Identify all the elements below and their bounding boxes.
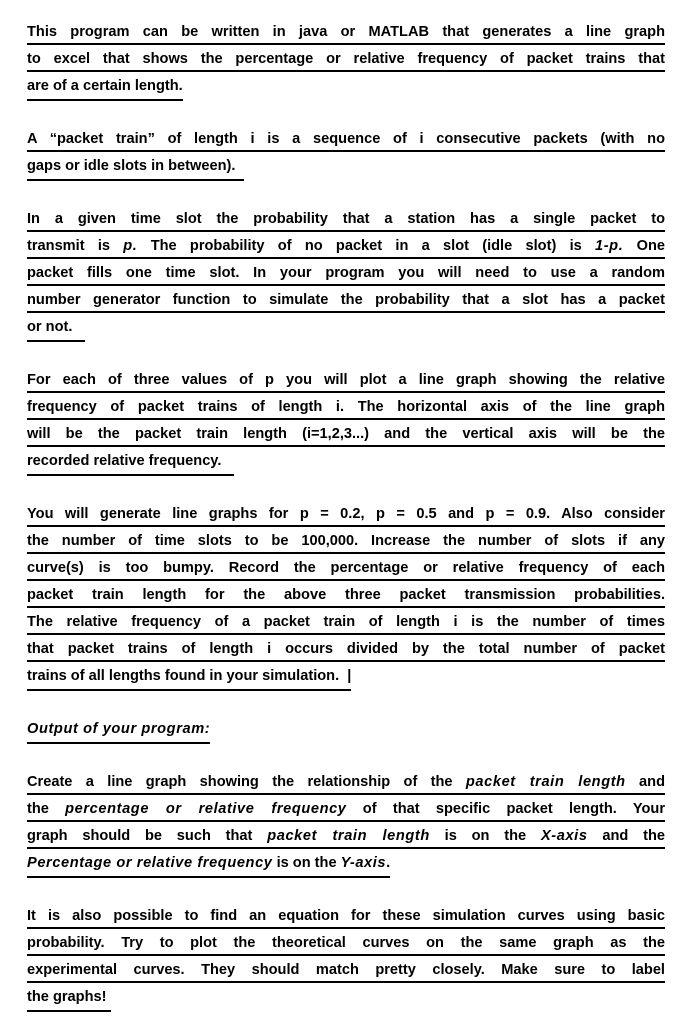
italic-text: Y-axis <box>340 855 387 871</box>
text-line <box>27 20 665 45</box>
text-segment: the graphs! <box>27 989 111 1005</box>
paragraph <box>27 207 665 342</box>
text-segment: will be the packet train length (i=1,2,3...) and the vertical axis will be the <box>27 426 665 442</box>
text-segment: For each of three values of p you will plot a line graph showing the relative <box>27 372 665 388</box>
text-segment: The relative frequency of a packet train of length i is the number of times <box>27 614 665 630</box>
text-segment: A “packet train” of length i is a sequence of i consecutive packets (with no <box>27 131 665 147</box>
text-line <box>27 288 665 313</box>
text-segment: are of a certain length. <box>27 78 183 94</box>
paragraph <box>27 770 665 878</box>
text-segment: or not. <box>27 319 85 335</box>
paragraph-gap <box>27 183 665 207</box>
text-segment: In a given time slot the probability that a station has a single packet to <box>27 211 665 227</box>
italic-text: X-axis <box>540 828 588 844</box>
italic-text: 1-p. <box>595 238 624 254</box>
text-line <box>27 931 665 956</box>
text-line <box>27 449 234 476</box>
text-line <box>27 958 665 983</box>
text-segment: transmit is <box>27 238 124 254</box>
text-line <box>27 904 665 929</box>
italic-text: packet train length <box>465 774 626 790</box>
text-segment: It is also possible to find an equation for these simulation curves using basic <box>27 908 665 924</box>
text-segment: The probability of no packet in a slot (idle slot) is <box>137 238 595 254</box>
text-segment: gaps or idle slots in between). <box>27 158 244 174</box>
italic-text: percentage or relative frequency <box>65 801 347 817</box>
text-segment: frequency of packet trains of length i. The horizontal axis of the line graph <box>27 399 665 415</box>
text-line <box>27 234 665 259</box>
text-line <box>27 47 665 72</box>
paragraph <box>27 502 665 691</box>
text-line <box>27 985 111 1012</box>
paragraph-gap <box>27 693 665 717</box>
text-line <box>27 610 665 635</box>
text-segment: of that specific packet length. Your <box>346 801 665 817</box>
paragraph-gap <box>27 746 665 770</box>
text-segment: curve(s) is too bumpy. Record the percentage or relative frequency of each <box>27 560 665 576</box>
section-heading-output <box>27 717 665 744</box>
text-segment: recorded relative frequency. <box>27 453 234 469</box>
text-segment: probability. Try to plot the theoretical curves on the same graph as the <box>27 935 665 951</box>
italic-text: Output of your program: <box>27 721 211 737</box>
text-segment: to excel that shows the percentage or relative frequency of packet trains that <box>27 51 665 67</box>
text-segment: is on the <box>429 828 541 844</box>
paragraph <box>27 368 665 476</box>
text-segment: packet train length for the above three packet transmission probabilities. <box>27 587 665 603</box>
text-segment: and the <box>587 828 665 844</box>
paragraph <box>27 904 665 1012</box>
text-segment: packet fills one time slot. In your program you will need to use a random <box>27 265 665 281</box>
text-line <box>27 154 244 181</box>
italic-text: p. <box>123 238 138 254</box>
document-body <box>27 20 665 1014</box>
text-line <box>27 637 665 662</box>
paragraph-gap <box>27 880 665 904</box>
paragraph-gap <box>27 103 665 127</box>
text-line <box>27 127 665 152</box>
text-line <box>27 717 210 744</box>
text-line <box>27 315 85 342</box>
paragraph-gap <box>27 344 665 368</box>
text-line <box>27 422 665 447</box>
text-line <box>27 529 665 554</box>
text-segment: and <box>625 774 665 790</box>
text-segment: graph should be such that <box>27 828 268 844</box>
text-segment: You will generate line graphs for p = 0.2, p = 0.5 and p = 0.9. Also consider <box>27 506 665 522</box>
paragraph <box>27 127 665 181</box>
text-line <box>27 824 665 849</box>
italic-text: packet train length <box>267 828 430 844</box>
text-line <box>27 207 665 232</box>
text-segment: trains of all lengths found in your simulation. | <box>27 668 352 684</box>
text-line <box>27 502 665 527</box>
text-line <box>27 770 665 795</box>
italic-text: Percentage or relative frequency <box>27 855 273 871</box>
text-segment: the <box>27 801 66 817</box>
text-segment: number generator function to simulate the probability that a slot has a packet <box>27 292 665 308</box>
text-line <box>27 797 665 822</box>
text-segment: is on the <box>272 855 341 871</box>
text-line <box>27 851 390 878</box>
paragraph <box>27 20 665 101</box>
text-segment: Create a line graph showing the relationship of the <box>27 774 466 790</box>
text-segment: This program can be written in java or MATLAB that generates a line graph <box>27 24 665 40</box>
text-line <box>27 664 351 691</box>
text-line <box>27 261 665 286</box>
text-line <box>27 74 183 101</box>
paragraph-gap <box>27 478 665 502</box>
text-line <box>27 556 665 581</box>
text-segment: that packet trains of length i occurs divided by the total number of packet <box>27 641 665 657</box>
text-line <box>27 583 665 608</box>
text-line <box>27 368 665 393</box>
text-segment: One <box>623 238 666 254</box>
text-segment: . <box>386 855 391 871</box>
text-segment: the number of time slots to be 100,000. Increase the number of slots if any <box>27 533 665 549</box>
text-line <box>27 395 665 420</box>
text-segment: experimental curves. They should match pretty closely. Make sure to label <box>27 962 665 978</box>
